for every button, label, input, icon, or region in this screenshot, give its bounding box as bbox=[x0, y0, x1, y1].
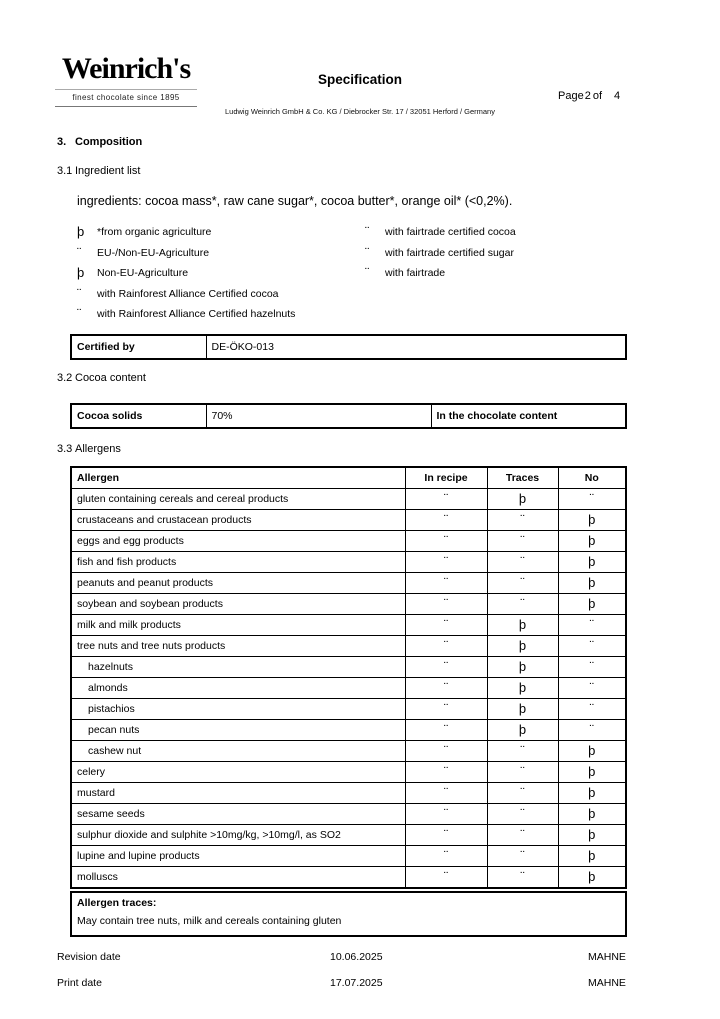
checkbox-unchecked-icon: ¨ bbox=[558, 698, 626, 719]
checkbox-unchecked-icon: ¨ bbox=[77, 285, 82, 301]
checkbox-unchecked-icon: ¨ bbox=[365, 265, 370, 281]
checkbox-unchecked-icon: ¨ bbox=[558, 656, 626, 677]
option-row bbox=[77, 243, 625, 264]
checkbox-unchecked-icon: ¨ bbox=[405, 635, 487, 656]
checkbox-unchecked-icon: ¨ bbox=[405, 593, 487, 614]
checkbox-unchecked-icon: ¨ bbox=[405, 656, 487, 677]
allergen-name: sesame seeds bbox=[71, 803, 405, 824]
checkbox-unchecked-icon: ¨ bbox=[405, 761, 487, 782]
checkbox-checked-icon: þ bbox=[558, 572, 626, 593]
page-total: 4 bbox=[614, 90, 621, 102]
checkbox-checked-icon: þ bbox=[558, 509, 626, 530]
checkbox-unchecked-icon: ¨ bbox=[405, 572, 487, 593]
allergen-row bbox=[71, 635, 626, 656]
checkbox-unchecked-icon: ¨ bbox=[487, 761, 558, 782]
option-label: with fairtrade bbox=[385, 267, 446, 280]
allergen-table-body bbox=[71, 488, 626, 888]
checkbox-unchecked-icon: ¨ bbox=[558, 635, 626, 656]
page-current: 2 bbox=[584, 90, 591, 102]
allergen-name: eggs and egg products bbox=[71, 530, 405, 551]
option-row bbox=[77, 304, 625, 325]
allergen-row bbox=[71, 614, 626, 635]
checkbox-unchecked-icon: ¨ bbox=[405, 803, 487, 824]
option-label: with fairtrade certified cocoa bbox=[385, 226, 516, 239]
section-heading-composition bbox=[57, 136, 625, 149]
allergen-traces-box bbox=[70, 891, 627, 937]
checkbox-unchecked-icon: ¨ bbox=[487, 509, 558, 530]
allergen-row bbox=[71, 593, 626, 614]
checkbox-unchecked-icon: ¨ bbox=[405, 530, 487, 551]
checkbox-checked-icon: þ bbox=[487, 677, 558, 698]
checkbox-checked-icon: þ bbox=[558, 530, 626, 551]
option-label: *from organic agriculture bbox=[97, 226, 212, 239]
page-number-indicator bbox=[558, 90, 620, 102]
checkbox-unchecked-icon: ¨ bbox=[558, 614, 626, 635]
checkbox-unchecked-icon: ¨ bbox=[487, 530, 558, 551]
checkbox-checked-icon: þ bbox=[487, 698, 558, 719]
checkbox-checked-icon: þ bbox=[558, 551, 626, 572]
allergen-name: lupine and lupine products bbox=[71, 845, 405, 866]
allergen-name: gluten containing cereals and cereal products bbox=[71, 488, 405, 509]
checkbox-unchecked-icon: ¨ bbox=[405, 845, 487, 866]
section-title: Cocoa content bbox=[75, 371, 146, 384]
checkbox-checked-icon: þ bbox=[487, 656, 558, 677]
checkbox-checked-icon: þ bbox=[558, 845, 626, 866]
page-of-label: of bbox=[592, 90, 603, 102]
allergen-name: fish and fish products bbox=[71, 551, 405, 572]
document-content bbox=[57, 136, 625, 937]
print-date-label: Print date bbox=[57, 977, 102, 989]
allergen-name: pecan nuts bbox=[71, 719, 405, 740]
checkbox-checked-icon: þ bbox=[558, 593, 626, 614]
allergen-row bbox=[71, 719, 626, 740]
checkbox-unchecked-icon: ¨ bbox=[405, 677, 487, 698]
revision-author: MAHNE bbox=[588, 951, 626, 963]
checkbox-unchecked-icon: ¨ bbox=[487, 551, 558, 572]
checkbox-checked-icon: þ bbox=[487, 488, 558, 509]
column-header-traces: Traces bbox=[487, 467, 558, 489]
checkbox-checked-icon: þ bbox=[77, 224, 85, 240]
checkbox-unchecked-icon: ¨ bbox=[405, 509, 487, 530]
ingredients-line: ingredients: cocoa mass*, raw cane sugar*, cocoa butter*, orange oil* (<0,2%). bbox=[77, 194, 513, 208]
revision-date-label: Revision date bbox=[57, 951, 121, 963]
allergen-name: cashew nut bbox=[71, 740, 405, 761]
checkbox-unchecked-icon: ¨ bbox=[487, 824, 558, 845]
options-grid bbox=[77, 222, 625, 325]
cocoa-solids-note: In the chocolate content bbox=[431, 404, 626, 428]
checkbox-unchecked-icon: ¨ bbox=[77, 244, 82, 260]
checkbox-unchecked-icon: ¨ bbox=[487, 740, 558, 761]
table-row bbox=[71, 404, 626, 428]
column-header-no: No bbox=[558, 467, 626, 489]
section-title: Allergens bbox=[75, 442, 121, 455]
checkbox-unchecked-icon: ¨ bbox=[77, 306, 82, 322]
checkbox-unchecked-icon: ¨ bbox=[405, 698, 487, 719]
allergen-name: hazelnuts bbox=[71, 656, 405, 677]
allergen-name: pistachios bbox=[71, 698, 405, 719]
checkbox-checked-icon: þ bbox=[558, 761, 626, 782]
logo-tagline: finest chocolate since 1895 bbox=[55, 89, 197, 107]
checkbox-unchecked-icon: ¨ bbox=[405, 614, 487, 635]
checkbox-checked-icon: þ bbox=[487, 614, 558, 635]
allergen-traces-label: Allergen traces: bbox=[77, 896, 157, 909]
allergen-name: sulphur dioxide and sulphite >10mg/kg, >10mg/l, as SO2 bbox=[71, 824, 405, 845]
table-row bbox=[71, 335, 626, 359]
section-heading-allergens bbox=[57, 443, 625, 456]
allergen-name: almonds bbox=[71, 677, 405, 698]
allergen-name: celery bbox=[71, 761, 405, 782]
allergen-row bbox=[71, 845, 626, 866]
allergen-row bbox=[71, 551, 626, 572]
section-number: 3. bbox=[57, 136, 67, 148]
checkbox-unchecked-icon: ¨ bbox=[558, 488, 626, 509]
section-title: Composition bbox=[75, 136, 143, 148]
checkbox-unchecked-icon: ¨ bbox=[487, 782, 558, 803]
option-label: Non-EU-Agriculture bbox=[97, 267, 189, 280]
allergen-row bbox=[71, 803, 626, 824]
option-label: EU-/Non-EU-Agriculture bbox=[97, 246, 210, 259]
checkbox-unchecked-icon: ¨ bbox=[405, 782, 487, 803]
section-title: Ingredient list bbox=[75, 165, 141, 177]
certified-by-label: Certified by bbox=[71, 335, 206, 359]
checkbox-unchecked-icon: ¨ bbox=[558, 677, 626, 698]
checkbox-unchecked-icon: ¨ bbox=[487, 593, 558, 614]
checkbox-checked-icon: þ bbox=[558, 740, 626, 761]
allergen-row bbox=[71, 530, 626, 551]
checkbox-unchecked-icon: ¨ bbox=[487, 845, 558, 866]
checkbox-unchecked-icon: ¨ bbox=[405, 740, 487, 761]
option-label: with fairtrade certified sugar bbox=[385, 246, 514, 259]
checkbox-unchecked-icon: ¨ bbox=[405, 866, 487, 888]
checkbox-unchecked-icon: ¨ bbox=[487, 803, 558, 824]
section-number: 3.1 bbox=[57, 165, 73, 177]
option-label: with Rainforest Alliance Certified hazelnuts bbox=[97, 308, 296, 321]
allergen-traces-text: May contain tree nuts, milk and cereals containing gluten bbox=[77, 914, 342, 927]
allergen-name: crustaceans and crustacean products bbox=[71, 509, 405, 530]
checkbox-checked-icon: þ bbox=[558, 782, 626, 803]
checkbox-unchecked-icon: ¨ bbox=[487, 572, 558, 593]
checkbox-unchecked-icon: ¨ bbox=[405, 488, 487, 509]
option-row bbox=[77, 263, 625, 284]
option-label: with Rainforest Alliance Certified cocoa bbox=[97, 287, 279, 300]
checkbox-checked-icon: þ bbox=[77, 265, 85, 281]
checkbox-unchecked-icon: ¨ bbox=[365, 224, 370, 240]
cocoa-solids-table bbox=[70, 403, 627, 429]
section-number: 3.2 bbox=[57, 371, 73, 384]
allergen-row bbox=[71, 698, 626, 719]
revision-date-value: 10.06.2025 bbox=[330, 951, 383, 963]
checkbox-unchecked-icon: ¨ bbox=[558, 719, 626, 740]
checkbox-unchecked-icon: ¨ bbox=[405, 824, 487, 845]
logo-wordmark: Weinrich's bbox=[61, 52, 191, 85]
section-heading-ingredient-list bbox=[57, 165, 625, 178]
checkbox-checked-icon: þ bbox=[487, 719, 558, 740]
print-author: MAHNE bbox=[588, 977, 626, 989]
checkbox-unchecked-icon: ¨ bbox=[405, 719, 487, 740]
page-label: Page bbox=[558, 90, 584, 102]
section-number: 3.3 bbox=[57, 442, 73, 455]
allergen-row bbox=[71, 761, 626, 782]
checkbox-checked-icon: þ bbox=[558, 866, 626, 888]
allergen-name: milk and milk products bbox=[71, 614, 405, 635]
allergen-name: mustard bbox=[71, 782, 405, 803]
allergen-name: soybean and soybean products bbox=[71, 593, 405, 614]
checkbox-unchecked-icon: ¨ bbox=[365, 244, 370, 260]
allergen-row bbox=[71, 488, 626, 509]
certified-by-value: DE-ÖKO-013 bbox=[206, 335, 626, 359]
allergen-row bbox=[71, 572, 626, 593]
allergen-name: peanuts and peanut products bbox=[71, 572, 405, 593]
cocoa-solids-value: 70% bbox=[206, 404, 431, 428]
checkbox-checked-icon: þ bbox=[487, 635, 558, 656]
certified-by-table bbox=[70, 334, 627, 360]
allergen-name: tree nuts and tree nuts products bbox=[71, 635, 405, 656]
allergen-table bbox=[70, 466, 627, 889]
allergen-row bbox=[71, 740, 626, 761]
print-date-value: 17.07.2025 bbox=[330, 977, 383, 989]
checkbox-unchecked-icon: ¨ bbox=[487, 866, 558, 888]
checkbox-checked-icon: þ bbox=[558, 824, 626, 845]
cocoa-solids-label: Cocoa solids bbox=[71, 404, 206, 428]
allergen-row bbox=[71, 824, 626, 845]
option-row bbox=[77, 284, 625, 305]
column-header-in-recipe: In recipe bbox=[405, 467, 487, 489]
allergen-row bbox=[71, 866, 626, 888]
checkbox-checked-icon: þ bbox=[558, 803, 626, 824]
checkbox-unchecked-icon: ¨ bbox=[405, 551, 487, 572]
allergen-row bbox=[71, 656, 626, 677]
option-row bbox=[77, 222, 625, 243]
column-header-allergen: Allergen bbox=[71, 467, 405, 489]
section-heading-cocoa-content bbox=[57, 372, 625, 385]
allergen-row bbox=[71, 677, 626, 698]
allergen-row bbox=[71, 509, 626, 530]
page-title: Specification bbox=[317, 72, 403, 87]
allergen-name: molluscs bbox=[71, 866, 405, 888]
allergen-table-header-row bbox=[71, 467, 626, 489]
allergen-row bbox=[71, 782, 626, 803]
company-address-line: Ludwig Weinrich GmbH & Co. KG / Diebrocker Str. 17 / 32051 Herford / Germany bbox=[225, 107, 495, 116]
